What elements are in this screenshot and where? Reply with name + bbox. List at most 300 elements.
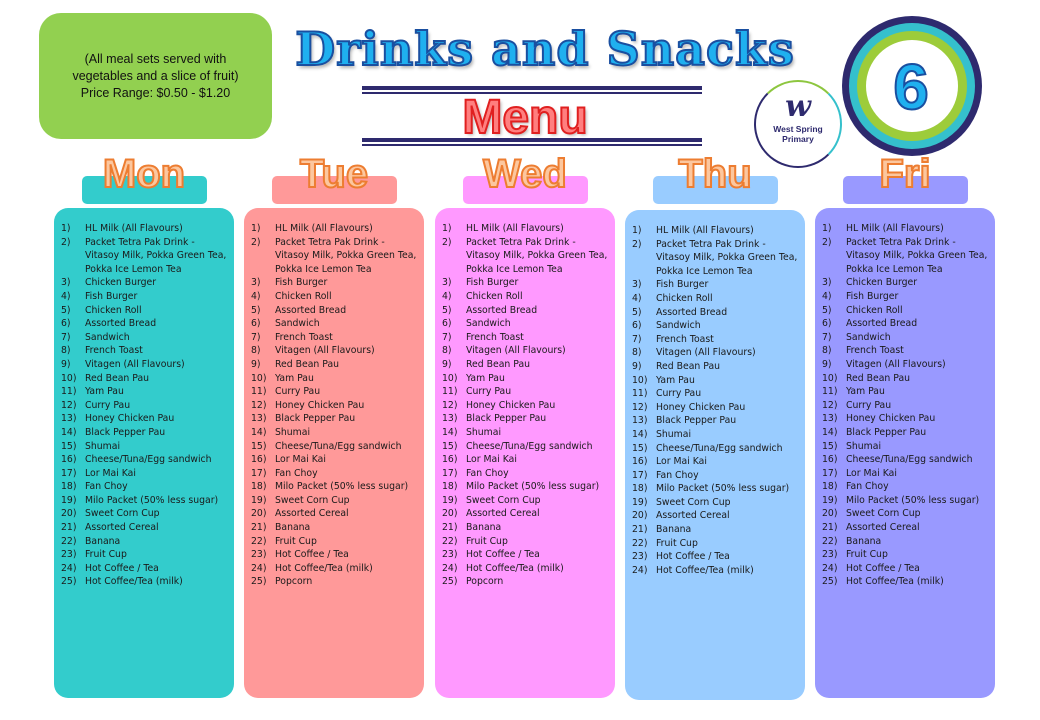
- item-number: 1): [251, 223, 261, 234]
- item-number: 12): [251, 399, 267, 411]
- item-label: Shumai: [275, 426, 311, 438]
- item-label: Sandwich: [846, 331, 891, 343]
- list-item: [61, 507, 230, 521]
- item-label: Milo Packet (50% less sugar): [656, 483, 790, 495]
- item-number: 3): [442, 277, 452, 289]
- list-item: [251, 385, 420, 399]
- list-item: [632, 238, 801, 279]
- list-item: [632, 414, 801, 428]
- item-label: Cheese/Tuna/Egg sandwich: [656, 442, 783, 454]
- item-label: Sweet Corn Cup: [275, 494, 350, 506]
- item-label: Fan Choy: [656, 469, 699, 481]
- list-item: [251, 304, 420, 318]
- list-item: [822, 290, 991, 304]
- list-item: [251, 372, 420, 386]
- item-label: Sandwich: [85, 331, 130, 343]
- item-number: 22): [632, 537, 648, 549]
- item-label: Assorted Bread: [846, 318, 918, 330]
- item-number: 8): [61, 345, 71, 357]
- item-number: 7): [822, 331, 832, 343]
- item-label: Fish Burger: [275, 277, 328, 289]
- school-name: Primary: [782, 134, 814, 144]
- item-label: HL Milk (All Flavours): [275, 223, 373, 234]
- list-item: [251, 412, 420, 426]
- item-number: 1): [61, 223, 71, 234]
- list-item: [61, 331, 230, 345]
- list-item: [632, 319, 801, 333]
- item-label: Hot Coffee / Tea: [846, 562, 920, 574]
- list-item: [61, 467, 230, 481]
- list-item: [61, 399, 230, 413]
- list-item: [442, 304, 611, 318]
- item-number: 19): [251, 494, 267, 506]
- item-label: Red Bean Pau: [85, 372, 150, 384]
- list-item: [442, 399, 611, 413]
- list-item: [61, 290, 230, 304]
- list-item: [442, 562, 611, 576]
- list-item: [61, 236, 230, 277]
- meal-info-line: vegetables and a slice of fruit): [72, 68, 239, 83]
- item-label: Yam Pau: [656, 374, 695, 386]
- item-number: 7): [632, 333, 642, 345]
- list-item: [442, 467, 611, 481]
- list-item: [442, 575, 611, 589]
- item-number: 14): [822, 426, 838, 438]
- list-item: [632, 374, 801, 388]
- item-number: 18): [632, 483, 648, 495]
- item-label: Chicken Burger: [846, 277, 918, 289]
- price-range: Price Range: $0.50 - $1.20: [80, 85, 231, 100]
- list-item: [632, 387, 801, 401]
- item-label: Lor Mai Kai: [466, 454, 517, 466]
- item-label: Popcorn: [466, 576, 504, 588]
- list-item: [822, 344, 991, 358]
- item-label: Vitagen (All Flavours): [85, 358, 185, 370]
- list-item: [442, 290, 611, 304]
- list-item: [251, 521, 420, 535]
- item-number: 12): [632, 401, 648, 413]
- item-label: Sandwich: [656, 320, 701, 332]
- item-label: Chicken Roll: [656, 292, 713, 304]
- item-label: Honey Chicken Pau: [85, 413, 175, 425]
- list-item: [61, 372, 230, 386]
- item-label: Honey Chicken Pau: [846, 413, 936, 425]
- item-label: French Toast: [846, 345, 904, 357]
- item-number: 5): [442, 304, 452, 316]
- menu-column-tue: [244, 208, 424, 698]
- list-item: [442, 358, 611, 372]
- item-number: 4): [442, 290, 452, 302]
- item-number: 4): [251, 290, 261, 302]
- list-item: [632, 509, 801, 523]
- day-name-wed: Wed: [483, 152, 567, 196]
- item-label: Yam Pau: [466, 372, 505, 384]
- item-number: 25): [251, 576, 267, 588]
- item-number: 24): [61, 562, 77, 574]
- list-item: [632, 482, 801, 496]
- item-label: Red Bean Pau: [466, 358, 531, 370]
- item-label: Hot Coffee / Tea: [466, 549, 540, 561]
- list-item: [822, 276, 991, 290]
- item-label: Red Bean Pau: [656, 360, 721, 372]
- item-number: 5): [822, 304, 832, 316]
- item-number: 20): [632, 510, 648, 522]
- menu-column-wed: [435, 208, 615, 698]
- item-label: Vitagen (All Flavours): [466, 345, 566, 357]
- item-number: 22): [442, 535, 458, 547]
- divider: [362, 138, 702, 146]
- list-item: [442, 521, 611, 535]
- item-label: Assorted Cereal: [85, 522, 159, 534]
- item-number: 15): [632, 442, 648, 454]
- list-item: [822, 535, 991, 549]
- item-number: 8): [442, 345, 452, 357]
- item-number: 21): [822, 522, 838, 534]
- item-label: Yam Pau: [846, 386, 885, 398]
- item-label: Honey Chicken Pau: [275, 399, 365, 411]
- list-item: [61, 317, 230, 331]
- item-label: Curry Pau: [275, 386, 321, 398]
- item-number: 24): [632, 564, 648, 576]
- item-label: Black Pepper Pau: [656, 415, 737, 427]
- list-item: [61, 426, 230, 440]
- item-label: Sweet Corn Cup: [656, 496, 731, 508]
- day-name-fri: Fri: [879, 152, 931, 196]
- item-number: 14): [251, 426, 267, 438]
- item-number: 6): [251, 318, 261, 330]
- item-label: Shumai: [846, 440, 882, 452]
- item-label: Yam Pau: [275, 372, 314, 384]
- item-number: 19): [442, 494, 458, 506]
- list-item: [61, 480, 230, 494]
- item-label: Black Pepper Pau: [466, 413, 547, 425]
- list-item: [61, 562, 230, 576]
- item-number: 11): [61, 386, 77, 398]
- item-number: 23): [61, 549, 77, 561]
- item-label: Curry Pau: [85, 399, 131, 411]
- item-number: 5): [251, 304, 261, 316]
- list-item: [251, 276, 420, 290]
- item-label: Sandwich: [466, 318, 511, 330]
- item-number: 23): [632, 551, 648, 563]
- list-item: [61, 222, 230, 236]
- item-number: 18): [251, 481, 267, 493]
- item-label: Honey Chicken Pau: [656, 401, 746, 413]
- list-item: [632, 442, 801, 456]
- list-item: [251, 494, 420, 508]
- list-item: [822, 453, 991, 467]
- item-number: 2): [442, 236, 452, 248]
- item-label: Fish Burger: [85, 290, 138, 302]
- list-item: [442, 412, 611, 426]
- list-item: [822, 494, 991, 508]
- item-label: Packet Tetra Pak Drink - Vitasoy Milk, Pokka Green Tea, Pokka Ice Lemon Tea: [656, 238, 798, 277]
- item-label: Red Bean Pau: [846, 372, 911, 384]
- item-number: 10): [61, 372, 77, 384]
- list-item: [442, 548, 611, 562]
- list-item: [632, 564, 801, 578]
- item-label: Shumai: [466, 426, 502, 438]
- list-item: [442, 507, 611, 521]
- list-item: [632, 401, 801, 415]
- item-number: 11): [442, 386, 458, 398]
- item-label: Cheese/Tuna/Egg sandwich: [846, 454, 973, 466]
- list-item: [632, 360, 801, 374]
- item-number: 25): [822, 576, 838, 588]
- item-label: Packet Tetra Pak Drink - Vitasoy Milk, Pokka Green Tea, Pokka Ice Lemon Tea: [846, 236, 988, 275]
- list-item: [822, 331, 991, 345]
- item-label: Sweet Corn Cup: [846, 508, 921, 520]
- list-item: [251, 440, 420, 454]
- item-label: Fan Choy: [85, 481, 128, 493]
- item-number: 15): [251, 440, 267, 452]
- item-label: Shumai: [656, 428, 692, 440]
- item-number: 9): [442, 358, 452, 370]
- list-item: [251, 480, 420, 494]
- item-number: 15): [442, 440, 458, 452]
- item-label: Assorted Cereal: [846, 522, 920, 534]
- list-item: [442, 480, 611, 494]
- list-item: [61, 575, 230, 589]
- item-number: 9): [61, 358, 71, 370]
- item-number: 12): [61, 399, 77, 411]
- list-item: [442, 372, 611, 386]
- list-item: [822, 548, 991, 562]
- item-number: 3): [251, 277, 261, 289]
- list-item: [61, 358, 230, 372]
- item-label: Milo Packet (50% less sugar): [85, 494, 219, 506]
- item-label: Hot Coffee / Tea: [656, 551, 730, 563]
- item-label: Milo Packet (50% less sugar): [466, 481, 600, 493]
- item-number: 18): [822, 481, 838, 493]
- item-number: 11): [251, 386, 267, 398]
- list-item: [251, 562, 420, 576]
- list-item: [61, 494, 230, 508]
- item-label: Popcorn: [275, 576, 313, 588]
- list-item: [632, 224, 801, 238]
- item-label: Packet Tetra Pak Drink - Vitasoy Milk, Pokka Green Tea, Pokka Ice Lemon Tea: [466, 236, 608, 275]
- item-number: 25): [442, 576, 458, 588]
- item-label: Sweet Corn Cup: [85, 508, 160, 520]
- list-item: [822, 372, 991, 386]
- item-number: 2): [251, 236, 261, 248]
- item-number: 18): [61, 481, 77, 493]
- item-label: Banana: [466, 522, 502, 534]
- item-label: Assorted Bread: [656, 306, 728, 318]
- item-number: 11): [632, 388, 648, 400]
- item-label: Lor Mai Kai: [656, 456, 707, 468]
- item-number: 3): [822, 277, 832, 289]
- item-label: Honey Chicken Pau: [466, 399, 556, 411]
- item-label: Fruit Cup: [275, 535, 317, 547]
- item-label: Hot Coffee/Tea (milk): [656, 564, 754, 576]
- item-number: 21): [632, 524, 648, 536]
- list-item: [632, 333, 801, 347]
- item-number: 8): [251, 345, 261, 357]
- item-number: 3): [632, 279, 642, 291]
- item-label: Milo Packet (50% less sugar): [275, 481, 409, 493]
- list-item: [61, 521, 230, 535]
- list-item: [442, 317, 611, 331]
- item-number: 23): [251, 549, 267, 561]
- item-number: 15): [61, 440, 77, 452]
- list-item: [251, 535, 420, 549]
- item-label: Banana: [656, 524, 692, 536]
- day-name-mon: Mon: [102, 152, 186, 196]
- item-label: Cheese/Tuna/Egg sandwich: [275, 440, 402, 452]
- item-number: 2): [632, 238, 642, 250]
- item-number: 19): [61, 494, 77, 506]
- menu-column-fri: [815, 208, 995, 698]
- item-label: Lor Mai Kai: [275, 454, 326, 466]
- item-label: Lor Mai Kai: [85, 467, 136, 479]
- item-number: 19): [632, 496, 648, 508]
- item-label: Fan Choy: [275, 467, 318, 479]
- item-label: Yam Pau: [85, 386, 124, 398]
- list-item: [822, 358, 991, 372]
- item-number: 20): [61, 508, 77, 520]
- list-item: [632, 346, 801, 360]
- list-item: [442, 453, 611, 467]
- item-number: 13): [251, 413, 267, 425]
- list-item: [442, 494, 611, 508]
- list-item: [251, 575, 420, 589]
- item-label: Fish Burger: [846, 290, 899, 302]
- item-label: Lor Mai Kai: [846, 467, 897, 479]
- item-label: French Toast: [466, 331, 524, 343]
- page-title: Drinks and Snacks: [295, 22, 795, 76]
- list-item: [442, 222, 611, 236]
- item-number: 12): [822, 399, 838, 411]
- day-name-tue: Tue: [299, 152, 369, 196]
- item-number: 22): [251, 535, 267, 547]
- item-number: 6): [822, 318, 832, 330]
- list-item: [822, 304, 991, 318]
- school-logo-icon: w: [785, 89, 811, 124]
- list-item: [632, 496, 801, 510]
- list-item: [251, 290, 420, 304]
- item-label: Chicken Roll: [846, 304, 903, 316]
- item-number: 14): [632, 428, 648, 440]
- item-label: Vitagen (All Flavours): [846, 358, 946, 370]
- item-number: 15): [822, 440, 838, 452]
- item-number: 13): [61, 413, 77, 425]
- item-number: 2): [61, 236, 71, 248]
- item-number: 16): [61, 454, 77, 466]
- item-number: 9): [822, 358, 832, 370]
- item-label: Assorted Cereal: [275, 508, 349, 520]
- item-label: HL Milk (All Flavours): [846, 223, 944, 234]
- week-number-badge: 6: [893, 51, 929, 123]
- list-item: [632, 278, 801, 292]
- item-label: Black Pepper Pau: [85, 426, 166, 438]
- item-label: Assorted Bread: [275, 304, 347, 316]
- list-item: [61, 440, 230, 454]
- meal-info-box: [39, 13, 272, 139]
- item-number: 20): [251, 508, 267, 520]
- list-item: [822, 521, 991, 535]
- item-label: Curry Pau: [656, 388, 702, 400]
- item-number: 16): [632, 456, 648, 468]
- item-label: Hot Coffee/Tea (milk): [846, 576, 944, 588]
- list-item: [822, 317, 991, 331]
- school-name: West Spring: [773, 124, 823, 134]
- meal-info-line: (All meal sets served with: [84, 51, 227, 66]
- list-item: [251, 548, 420, 562]
- item-label: Vitagen (All Flavours): [656, 347, 756, 359]
- item-label: Cheese/Tuna/Egg sandwich: [85, 454, 212, 466]
- item-number: 6): [61, 318, 71, 330]
- menu-heading: Menu: [462, 91, 588, 144]
- item-label: French Toast: [656, 333, 714, 345]
- item-number: 18): [442, 481, 458, 493]
- item-number: 10): [822, 372, 838, 384]
- item-number: 13): [632, 415, 648, 427]
- item-number: 22): [822, 535, 838, 547]
- list-item: [61, 453, 230, 467]
- list-item: [251, 222, 420, 236]
- item-label: Vitagen (All Flavours): [275, 345, 375, 357]
- list-item: [61, 276, 230, 290]
- list-item: [251, 426, 420, 440]
- list-item: [61, 304, 230, 318]
- list-item: [632, 428, 801, 442]
- item-label: Black Pepper Pau: [846, 426, 927, 438]
- list-item: [822, 507, 991, 521]
- item-number: 13): [822, 413, 838, 425]
- item-number: 16): [442, 454, 458, 466]
- list-item: [61, 548, 230, 562]
- item-label: Fan Choy: [846, 481, 889, 493]
- item-label: Assorted Cereal: [656, 510, 730, 522]
- item-number: 17): [632, 469, 648, 481]
- item-number: 1): [822, 223, 832, 234]
- item-label: Assorted Bread: [466, 304, 538, 316]
- item-label: Packet Tetra Pak Drink - Vitasoy Milk, Pokka Green Tea, Pokka Ice Lemon Tea: [85, 236, 227, 275]
- item-number: 16): [251, 454, 267, 466]
- item-number: 25): [61, 576, 77, 588]
- item-number: 16): [822, 454, 838, 466]
- item-label: Milo Packet (50% less sugar): [846, 494, 980, 506]
- list-item: [251, 507, 420, 521]
- item-number: 10): [442, 372, 458, 384]
- list-item: [822, 467, 991, 481]
- menu-column-mon: [54, 208, 234, 698]
- item-label: Sandwich: [275, 318, 320, 330]
- item-number: 10): [251, 372, 267, 384]
- list-item: [822, 426, 991, 440]
- item-label: HL Milk (All Flavours): [656, 225, 754, 236]
- item-label: Black Pepper Pau: [275, 413, 356, 425]
- item-label: Banana: [846, 535, 882, 547]
- item-label: Banana: [275, 522, 311, 534]
- item-number: 17): [61, 467, 77, 479]
- list-item: [442, 385, 611, 399]
- item-number: 9): [632, 360, 642, 372]
- list-item: [251, 344, 420, 358]
- item-label: Fruit Cup: [656, 537, 698, 549]
- item-label: Hot Coffee / Tea: [275, 549, 349, 561]
- item-label: Fruit Cup: [85, 549, 127, 561]
- item-label: French Toast: [85, 345, 143, 357]
- item-label: Fish Burger: [466, 277, 519, 289]
- item-number: 19): [822, 494, 838, 506]
- list-item: [822, 412, 991, 426]
- item-number: 17): [251, 467, 267, 479]
- item-label: Fruit Cup: [846, 549, 888, 561]
- item-number: 2): [822, 236, 832, 248]
- item-label: Curry Pau: [846, 399, 892, 411]
